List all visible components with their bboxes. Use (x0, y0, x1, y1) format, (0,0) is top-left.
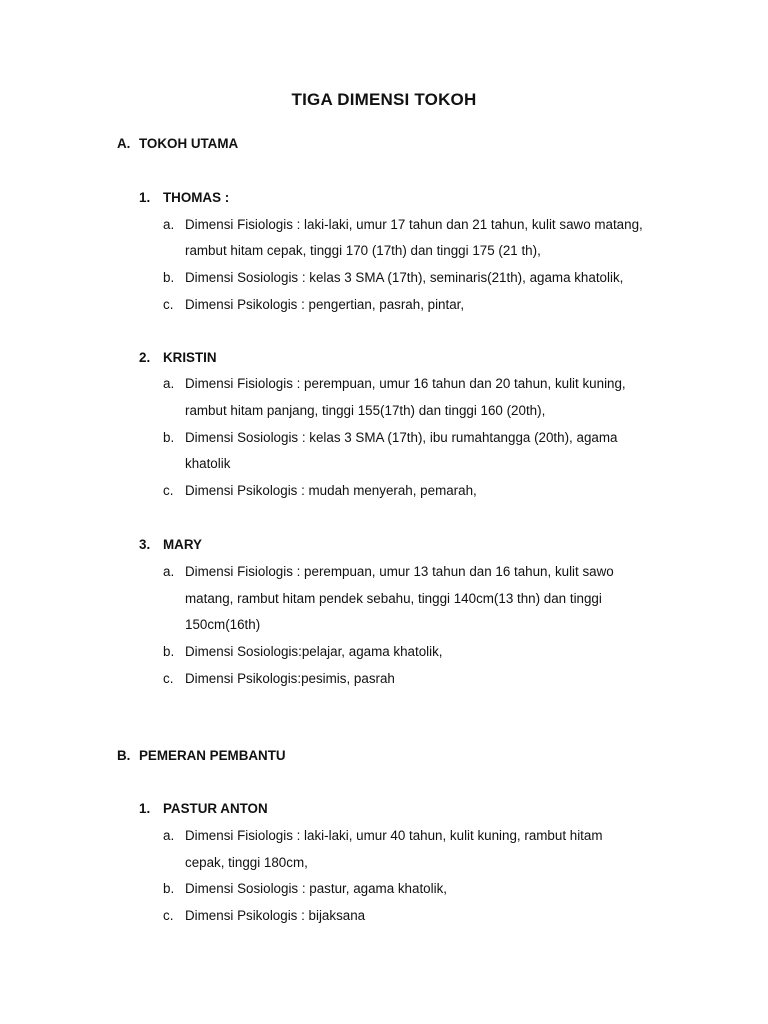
item-line: Dimensi Psikologis:pesimis, pasrah (185, 671, 395, 686)
item-marker: c. (163, 908, 174, 923)
section-heading: TOKOH UTAMA (139, 136, 239, 151)
item-marker: c. (163, 297, 174, 312)
item-line: Dimensi Psikologis : mudah menyerah, pemarah, (185, 483, 477, 498)
item-marker: a. (163, 217, 175, 232)
section-marker: B. (117, 748, 131, 763)
item-line: rambut hitam panjang, tinggi 155(17th) dan tinggi 160 (20th), (185, 403, 546, 418)
character-marker: 2. (139, 350, 151, 365)
item-line: khatolik (185, 456, 231, 471)
character-marker: 1. (139, 801, 151, 816)
character-marker: 1. (139, 190, 151, 205)
item-line: Dimensi Fisiologis : laki-laki, umur 40 tahun, kulit kuning, rambut hitam (185, 828, 603, 843)
item-line: Dimensi Sosiologis:pelajar, agama khatolik, (185, 644, 443, 659)
item-marker: a. (163, 564, 175, 579)
item-line: Dimensi Sosiologis : kelas 3 SMA (17th), seminaris(21th), agama khatolik, (185, 270, 624, 285)
item-line: Dimensi Fisiologis : laki-laki, umur 17 tahun dan 21 tahun, kulit sawo matang, (185, 217, 643, 232)
item-marker: b. (163, 270, 175, 285)
item-line: Dimensi Sosiologis : kelas 3 SMA (17th), ibu rumahtangga (20th), agama (185, 430, 618, 445)
item-line: 150cm(16th) (185, 617, 261, 632)
item-marker: a. (163, 828, 175, 843)
item-line: Dimensi Sosiologis : pastur, agama khatolik, (185, 881, 447, 896)
item-line: Dimensi Fisiologis : perempuan, umur 16 tahun dan 20 tahun, kulit kuning, (185, 376, 626, 391)
item-marker: a. (163, 376, 175, 391)
section-heading: PEMERAN PEMBANTU (139, 748, 286, 763)
character-name: KRISTIN (163, 350, 217, 365)
item-line: Dimensi Psikologis : pengertian, pasrah, pintar, (185, 297, 465, 312)
document-title: TIGA DIMENSI TOKOH (291, 90, 477, 109)
item-marker: b. (163, 644, 175, 659)
item-line: Dimensi Psikologis : bijaksana (185, 908, 366, 923)
item-marker: c. (163, 671, 174, 686)
character-name: THOMAS : (163, 190, 230, 205)
item-line: rambut hitam cepak, tinggi 170 (17th) dan tinggi 175 (21 th), (185, 243, 541, 258)
section-marker: A. (117, 136, 131, 151)
character-name: PASTUR ANTON (163, 801, 268, 816)
character-name: MARY (163, 537, 202, 552)
item-marker: b. (163, 881, 175, 896)
item-line: Dimensi Fisiologis : perempuan, umur 13 tahun dan 16 tahun, kulit sawo (185, 564, 614, 579)
item-line: cepak, tinggi 180cm, (185, 855, 308, 870)
character-marker: 3. (139, 537, 151, 552)
item-line: matang, rambut hitam pendek sebahu, tinggi 140cm(13 thn) dan tinggi (185, 591, 602, 606)
item-marker: b. (163, 430, 175, 445)
item-marker: c. (163, 483, 174, 498)
